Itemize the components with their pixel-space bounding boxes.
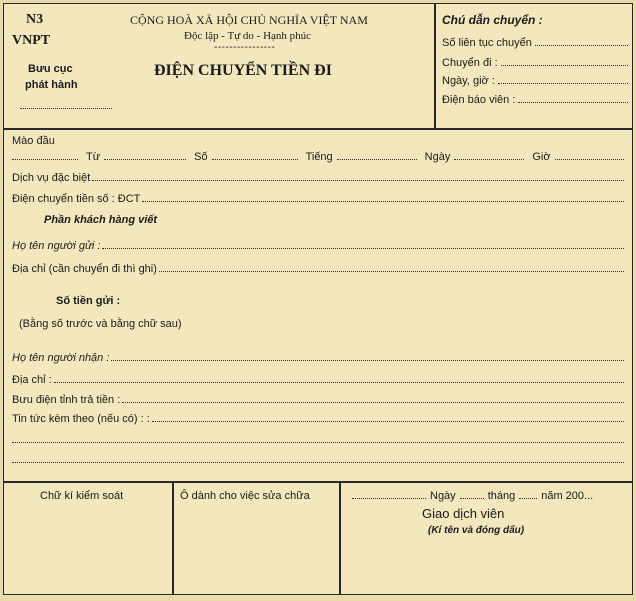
money-transfer-form bbox=[3, 3, 633, 595]
date-line bbox=[352, 489, 593, 502]
sender-address-row bbox=[12, 262, 624, 275]
transfer-note-datetime: Ngày, giờ : bbox=[442, 74, 628, 87]
office-label-line1: Bưu cục bbox=[28, 63, 73, 75]
footer-divider-right bbox=[339, 481, 341, 594]
special-service-row bbox=[12, 171, 624, 184]
paying-office-label: Bưu điện tỉnh trả tiền : bbox=[12, 394, 121, 406]
hour-label: Giờ bbox=[532, 151, 551, 163]
header-divider bbox=[434, 4, 436, 128]
header-rule bbox=[4, 128, 632, 130]
special-service-label: Dịch vụ đặc biệt bbox=[12, 172, 91, 184]
clerk-label: Giao dịch viên bbox=[422, 506, 505, 521]
nation-heading: CỘNG HOÀ XÃ HỘI CHỦ NGHĨA VIỆT NAM bbox=[130, 13, 368, 27]
national-motto: Độc lập - Tự do - Hạnh phúc bbox=[184, 30, 312, 42]
receiver-name-label: Họ tên người nhận : bbox=[12, 352, 110, 364]
message-line-2 bbox=[12, 441, 624, 443]
form-title: ĐIỆN CHUYỂN TIỀN ĐI bbox=[154, 62, 332, 79]
message-line-3 bbox=[12, 461, 624, 463]
receiver-address-row bbox=[12, 373, 624, 386]
clerk-note: (Kí tên và đóng dấu) bbox=[428, 525, 525, 536]
office-stamp-line bbox=[20, 108, 112, 109]
number-label: Số bbox=[194, 151, 208, 163]
attached-message-label: Tin tức kèm theo (nếu có) : : bbox=[12, 413, 150, 425]
date-day-label: Ngày bbox=[430, 490, 456, 502]
customer-section-heading: Phần khách hàng viết bbox=[44, 214, 158, 226]
footer-rule bbox=[4, 481, 632, 483]
attached-message-row bbox=[12, 412, 624, 425]
transfer-note-serial: Số liên tục chuyển bbox=[442, 36, 628, 49]
sender-name-label: Họ tên người gửi : bbox=[12, 240, 101, 252]
motto-divider: ---------------- bbox=[214, 42, 276, 53]
amount-note: (Bằng số trước và bằng chữ sau) bbox=[19, 318, 182, 330]
preamble-fields-row bbox=[12, 150, 624, 163]
form-code: N3 bbox=[26, 12, 44, 27]
amount-heading: Số tiền gửi : bbox=[56, 295, 121, 307]
transfer-number-row bbox=[12, 192, 624, 205]
office-label-line2: phát hành bbox=[25, 79, 78, 91]
footer-divider-left bbox=[172, 481, 174, 594]
transfer-number-label: Điện chuyển tiền số : ĐCT bbox=[12, 193, 141, 205]
words-label: Tiếng bbox=[305, 151, 333, 163]
paying-office-row bbox=[12, 393, 624, 406]
sender-address-label: Địa chỉ (cần chuyển đi thì ghi) bbox=[12, 263, 157, 275]
date-month-label: tháng bbox=[487, 490, 516, 502]
transfer-note-operator: Điện báo viên : bbox=[442, 93, 628, 106]
transfer-note-sent: Chuyển đi : bbox=[442, 56, 628, 69]
control-signature-label: Chữ kí kiểm soát bbox=[40, 490, 124, 502]
correction-box-label: Ô dành cho việc sửa chữa bbox=[180, 490, 310, 502]
brand-name: VNPT bbox=[12, 33, 51, 48]
receiver-name-row bbox=[12, 351, 624, 364]
transfer-notes-heading: Chú dẫn chuyển : bbox=[442, 13, 543, 27]
preamble-label: Mào đầu bbox=[12, 135, 55, 147]
sender-name-row bbox=[12, 239, 624, 252]
from-label: Từ bbox=[86, 151, 101, 163]
receiver-address-label: Địa chỉ : bbox=[12, 374, 52, 386]
date-year-label: năm 200... bbox=[541, 490, 594, 502]
date-label: Ngày bbox=[424, 151, 451, 163]
